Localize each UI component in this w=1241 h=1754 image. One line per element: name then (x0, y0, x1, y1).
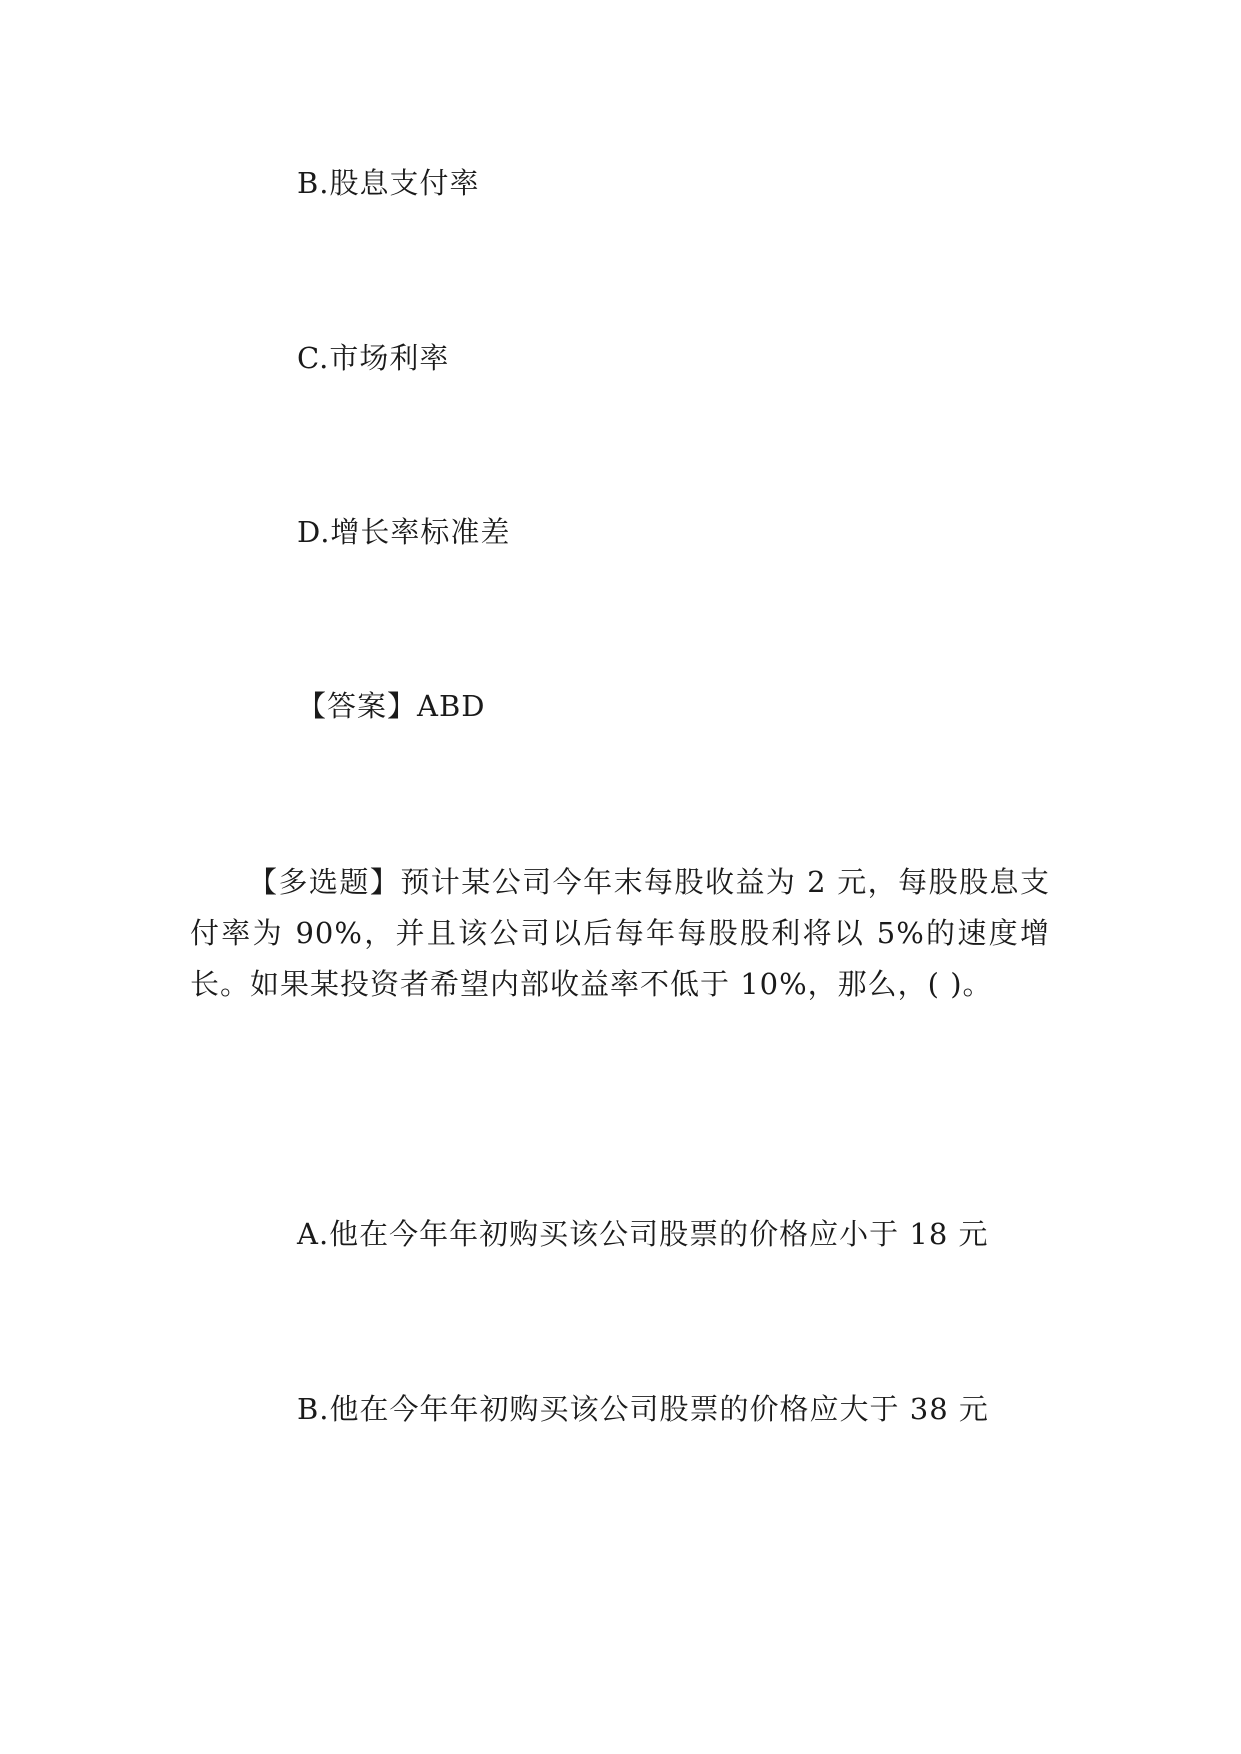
prev-option-b: B.股息支付率 (297, 166, 480, 200)
question-option-b: B.他在今年年初购买该公司股票的价格应大于 38 元 (297, 1392, 989, 1426)
prev-option-d: D.增长率标准差 (297, 515, 511, 549)
prev-option-c: C.市场利率 (297, 341, 450, 375)
question-option-a: A.他在今年年初购买该公司股票的价格应小于 18 元 (297, 1217, 989, 1251)
prev-answer: 【答案】ABD (297, 689, 486, 723)
question-stem: 【多选题】预计某公司今年末每股收益为 2 元，每股股息支付率为 90%，并且该公司以后每年每股股利将以 5%的速度增长。如果某投资者希望内部收益率不低于 10%，那么，( )。 (190, 865, 1050, 1001)
